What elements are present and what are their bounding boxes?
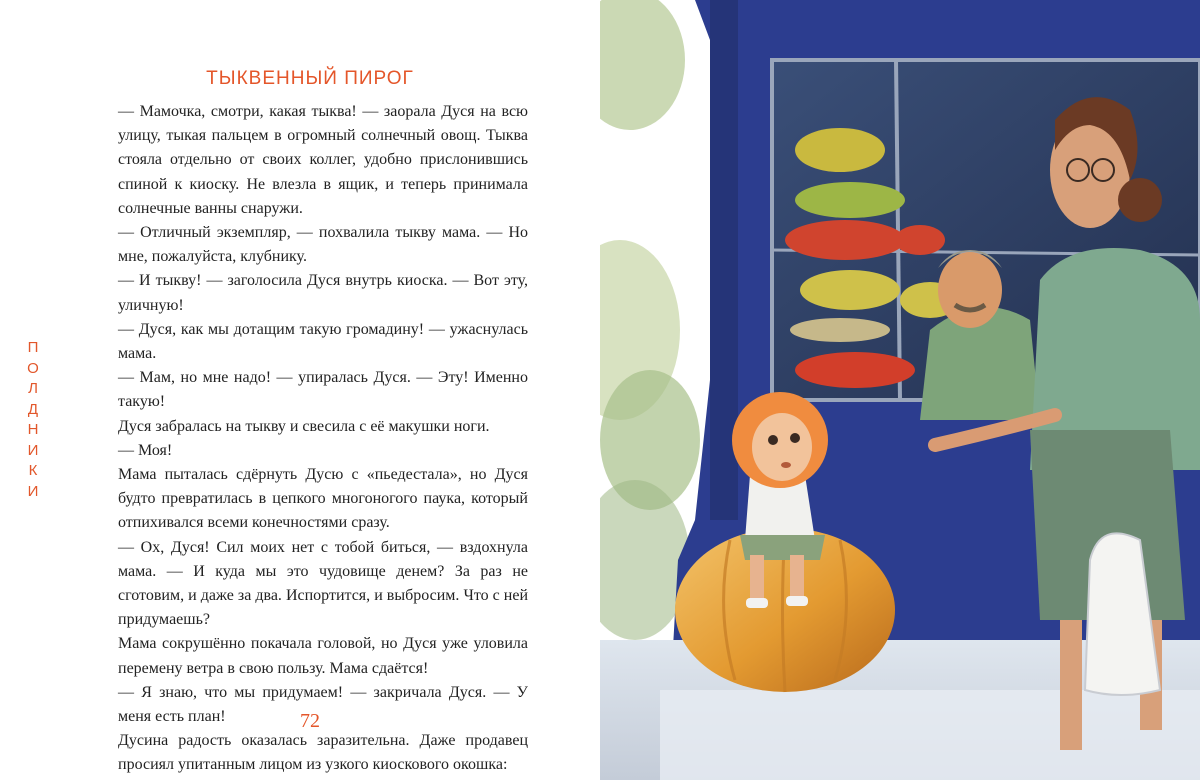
story-text bbox=[118, 100, 528, 778]
paragraph: Мама пыталась сдёрнуть Дусю с «пьедестала», но Дуся будто превратилась в цепкого многоногого паука, который отпихивался всеми конечностями сразу. bbox=[118, 466, 528, 532]
paragraph: — Отличный экземпляр, — похвалила тыкву мама. — Но мне, пожалуйста, клубнику. bbox=[118, 224, 528, 266]
illustration-art bbox=[600, 0, 1200, 780]
illustration bbox=[600, 0, 1200, 780]
section-label bbox=[22, 338, 44, 502]
section-label-letter: К bbox=[28, 462, 38, 479]
paragraph: — Я знаю, что мы придумаем! — закричала Дуся. — У меня есть план! bbox=[118, 683, 528, 726]
paragraph: — Мам, но мне надо! — упиралась Дуся. — Эту! Именно такую! bbox=[118, 369, 528, 411]
section-label-letter: И bbox=[27, 482, 39, 500]
paragraph: — Моя! bbox=[118, 441, 173, 459]
story-title: ТЫКВЕННЫЙ ПИРОГ bbox=[206, 68, 414, 89]
section-label-letter: П bbox=[27, 339, 39, 356]
section-label-letter: Н bbox=[27, 421, 39, 438]
paragraph: Дусина радость оказалась заразительна. Даже продавец просиял упитанным лицом из узкого киоскового окошка: bbox=[118, 732, 528, 774]
paragraph: Мама сокрушённо покачала головой, но Дуся уже уловила перемену ветра в свою пользу. Мама сдаётся! bbox=[118, 635, 528, 677]
page-number: 72 bbox=[300, 710, 320, 732]
paragraph: Дуся забралась на тыкву и свесила с её макушки ноги. bbox=[118, 417, 490, 435]
section-label-letter: И bbox=[27, 441, 39, 459]
section-label-letter: О bbox=[27, 359, 39, 377]
paragraph: — Мамочка, смотри, какая тыква! — заорала Дуся на всю улицу, тыкая пальцем в огромный солнечный овощ. Тыква стояла отдельно от своих коллег, удобно прислонившись спиной к киоску. Не влезла в ящик, и теперь принимала солнечные ванны снаружи. bbox=[118, 103, 528, 217]
section-label-letter: Л bbox=[28, 380, 38, 397]
paragraph: — Ох, Дуся! Сил моих нет с тобой биться, — вздохнула мама. — И куда мы это чудовище денем? За раз не сготовим, и даже за два. Испортится, и выбросим. Что с ней придумаешь? bbox=[118, 538, 528, 629]
section-label-letter: Д bbox=[27, 400, 39, 418]
paragraph: — И тыкву! — заголосила Дуся внутрь киоска. — Вот эту, уличную! bbox=[118, 272, 528, 314]
paragraph: — Дуся, как мы дотащим такую громадину! — ужаснулась мама. bbox=[118, 320, 528, 363]
